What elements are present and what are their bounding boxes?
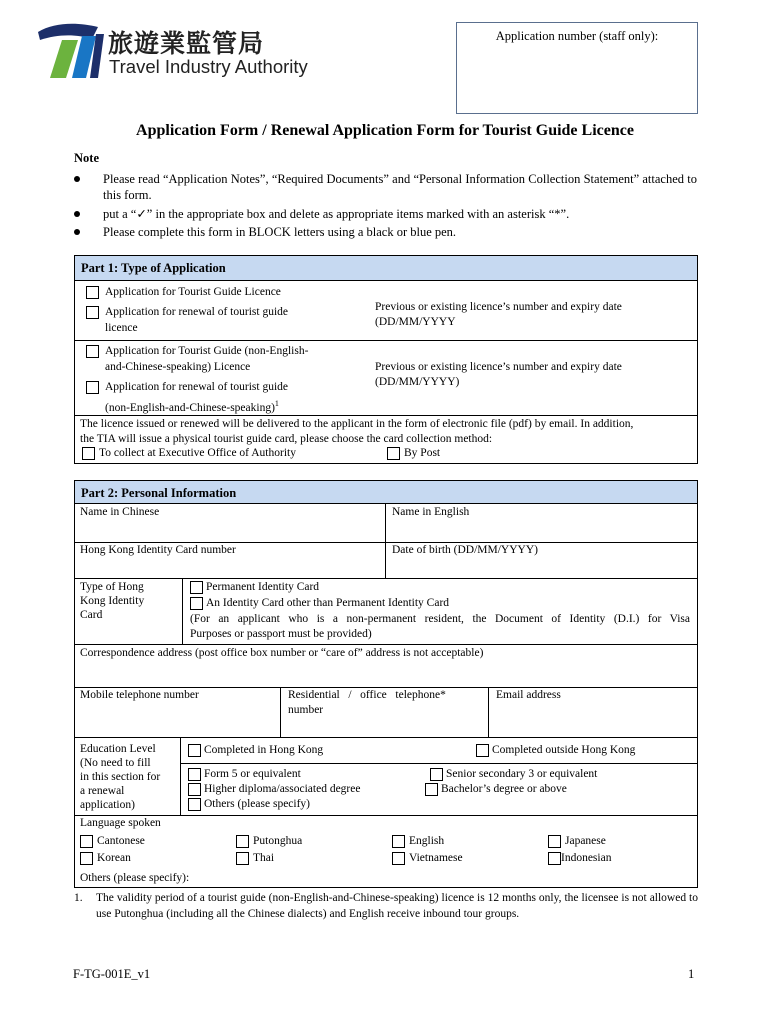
nec-renewal-label-2 — [105, 396, 279, 416]
korean-checkbox[interactable] — [80, 852, 93, 865]
previous-licence-date-format-2: (DD/MM/YYYY) — [375, 376, 460, 388]
tourist-guide-licence-label: Application for Tourist Guide Licence — [105, 286, 281, 298]
note-item: Please complete this form in BLOCK letters using a black or blue pen. — [103, 225, 457, 239]
form5-label: Form 5 or equivalent — [204, 768, 301, 780]
footnote-number: 1. — [74, 892, 83, 904]
nec-renewal-label: Application for renewal of tourist guide — [105, 381, 288, 393]
nec-licence-label: Application for Tourist Guide (non-English- — [105, 345, 309, 357]
permanent-id-label: Permanent Identity Card — [206, 581, 320, 593]
japanese-checkbox[interactable] — [548, 835, 561, 848]
education-level-label: Education Level — [80, 743, 156, 755]
japanese-label: Japanese — [565, 835, 606, 847]
vietnamese-checkbox[interactable] — [392, 852, 405, 865]
mobile-phone-label: Mobile telephone number — [80, 689, 199, 701]
by-post-label: By Post — [404, 447, 441, 459]
higher-diploma-checkbox[interactable] — [188, 783, 201, 796]
email-address-label: Email address — [496, 689, 561, 701]
note-item: put a “✓” in the appropriate box and delete as appropriate items marked with an asterisk “*”. — [103, 207, 570, 221]
thai-checkbox[interactable] — [236, 852, 249, 865]
application-number-label: Application number (staff only): — [495, 29, 659, 43]
id-type-label: Type of Hong — [80, 581, 144, 593]
vietnamese-label: Vietnamese — [409, 852, 463, 864]
completed-hk-label: Completed in Hong Kong — [204, 744, 324, 756]
nec-renewal-checkbox[interactable] — [86, 381, 99, 394]
completed-outside-label: Completed outside Hong Kong — [492, 744, 636, 756]
renewal-licence-label: Application for renewal of tourist guide — [105, 306, 288, 318]
residential-phone-label: Residential / office telephone* — [288, 689, 446, 701]
completed-outside-checkbox[interactable] — [476, 744, 489, 757]
indonesian-label: Indonesian — [561, 852, 612, 864]
nec-licence-label-2: and-Chinese-speaking) Licence — [105, 361, 251, 373]
form-title: Application Form / Renewal Application Form for Tourist Guide Licence — [136, 122, 634, 139]
others-education-label: Others (please specify) — [204, 798, 311, 810]
note-item: Please read “Application Notes”, “Required Documents” and “Personal Information Collection Statement” attached to this form. — [103, 172, 697, 202]
others-language-label: Others (please specify): — [80, 872, 190, 884]
higher-diploma-label: Higher diploma/associated degree — [204, 783, 361, 795]
footnote-text: The validity period of a tourist guide (non-English-and-Chinese-speaking) licence is 12 months only, the licensee is not allowed to use Putonghua (including all the Chinese dialects) and English receive inbound tour groups. — [96, 892, 698, 920]
tourist-guide-licence-checkbox[interactable] — [86, 286, 99, 299]
previous-licence-label: Previous or existing licence’s number and expiry date — [375, 301, 622, 313]
bachelor-checkbox[interactable] — [425, 783, 438, 796]
application-number-box[interactable] — [456, 22, 698, 114]
note-heading: Note — [74, 151, 99, 165]
other-id-checkbox[interactable] — [190, 597, 203, 610]
bullet-icon — [74, 176, 80, 182]
name-chinese-label: Name in Chinese — [80, 506, 160, 518]
education-level-label-2: (No need to fill — [80, 757, 151, 769]
non-permanent-note-2: Purposes or passport must be provided) — [190, 628, 372, 640]
id-type-label-3: Card — [80, 609, 103, 621]
education-level-label-3: in this section for — [80, 771, 161, 783]
collect-at-office-label: To collect at Executive Office of Authority — [99, 447, 296, 459]
delivery-notice-2: the TIA will issue a physical tourist guide card, please choose the card collection method: — [80, 433, 493, 445]
korean-label: Korean — [97, 852, 131, 864]
date-of-birth-label: Date of birth (DD/MM/YYYY) — [392, 544, 538, 556]
renewal-licence-label-2: licence — [105, 322, 138, 334]
previous-licence-date-format: (DD/MM/YYYY — [375, 316, 456, 328]
bullet-icon — [74, 229, 80, 235]
correspondence-address-label: Correspondence address (post office box number or “care of” address is not acceptable) — [80, 647, 484, 659]
part1-heading: Part 1: Type of Application — [74, 255, 698, 281]
delivery-notice: The licence issued or renewed will be delivered to the applicant in the form of electronic file (pdf) by email. In addition, — [80, 418, 634, 430]
thai-label: Thai — [253, 852, 275, 864]
education-level-label-4: a renewal — [80, 785, 125, 797]
english-label: English — [409, 835, 445, 847]
hkid-number-label: Hong Kong Identity Card number — [80, 544, 236, 556]
part2-heading: Part 2: Personal Information — [74, 480, 698, 504]
cantonese-label: Cantonese — [97, 835, 145, 847]
form5-checkbox[interactable] — [188, 768, 201, 781]
bachelor-label: Bachelor’s degree or above — [441, 783, 567, 795]
logo-english-text: Travel Industry Authority — [109, 56, 308, 77]
non-permanent-note: (For an applicant who is a non-permanent resident, the Document of Identity (D.I.) for Visa — [190, 613, 690, 625]
permanent-id-checkbox[interactable] — [190, 581, 203, 594]
english-checkbox[interactable] — [392, 835, 405, 848]
others-education-checkbox[interactable] — [188, 798, 201, 811]
renewal-licence-checkbox[interactable] — [86, 306, 99, 319]
by-post-checkbox[interactable] — [387, 447, 400, 460]
other-id-label: An Identity Card other than Permanent Identity Card — [206, 597, 450, 609]
cantonese-checkbox[interactable] — [80, 835, 93, 848]
indonesian-checkbox[interactable] — [548, 852, 561, 865]
footnote-reference: 1 — [274, 399, 279, 408]
logo-chinese-text: 旅遊業監管局 — [108, 29, 265, 58]
education-level-label-5: application) — [80, 799, 135, 811]
nec-renewal-label-text: (non-English-and-Chinese-speaking) — [105, 401, 275, 414]
senior-secondary-label: Senior secondary 3 or equivalent — [446, 768, 598, 780]
collect-at-office-checkbox[interactable] — [82, 447, 95, 460]
name-english-label: Name in English — [392, 506, 470, 518]
form-code: F-TG-001E_v1 — [73, 967, 151, 981]
language-spoken-label: Language spoken — [80, 817, 161, 829]
previous-licence-label-2: Previous or existing licence’s number and expiry date — [375, 361, 622, 373]
putonghua-checkbox[interactable] — [236, 835, 249, 848]
senior-secondary-checkbox[interactable] — [430, 768, 443, 781]
id-type-label-2: Kong Identity — [80, 595, 145, 607]
bullet-icon — [74, 211, 80, 217]
residential-phone-label-2: number — [288, 704, 324, 716]
completed-hk-checkbox[interactable] — [188, 744, 201, 757]
nec-licence-checkbox[interactable] — [86, 345, 99, 358]
page-number: 1 — [688, 967, 695, 981]
putonghua-label: Putonghua — [253, 835, 303, 847]
